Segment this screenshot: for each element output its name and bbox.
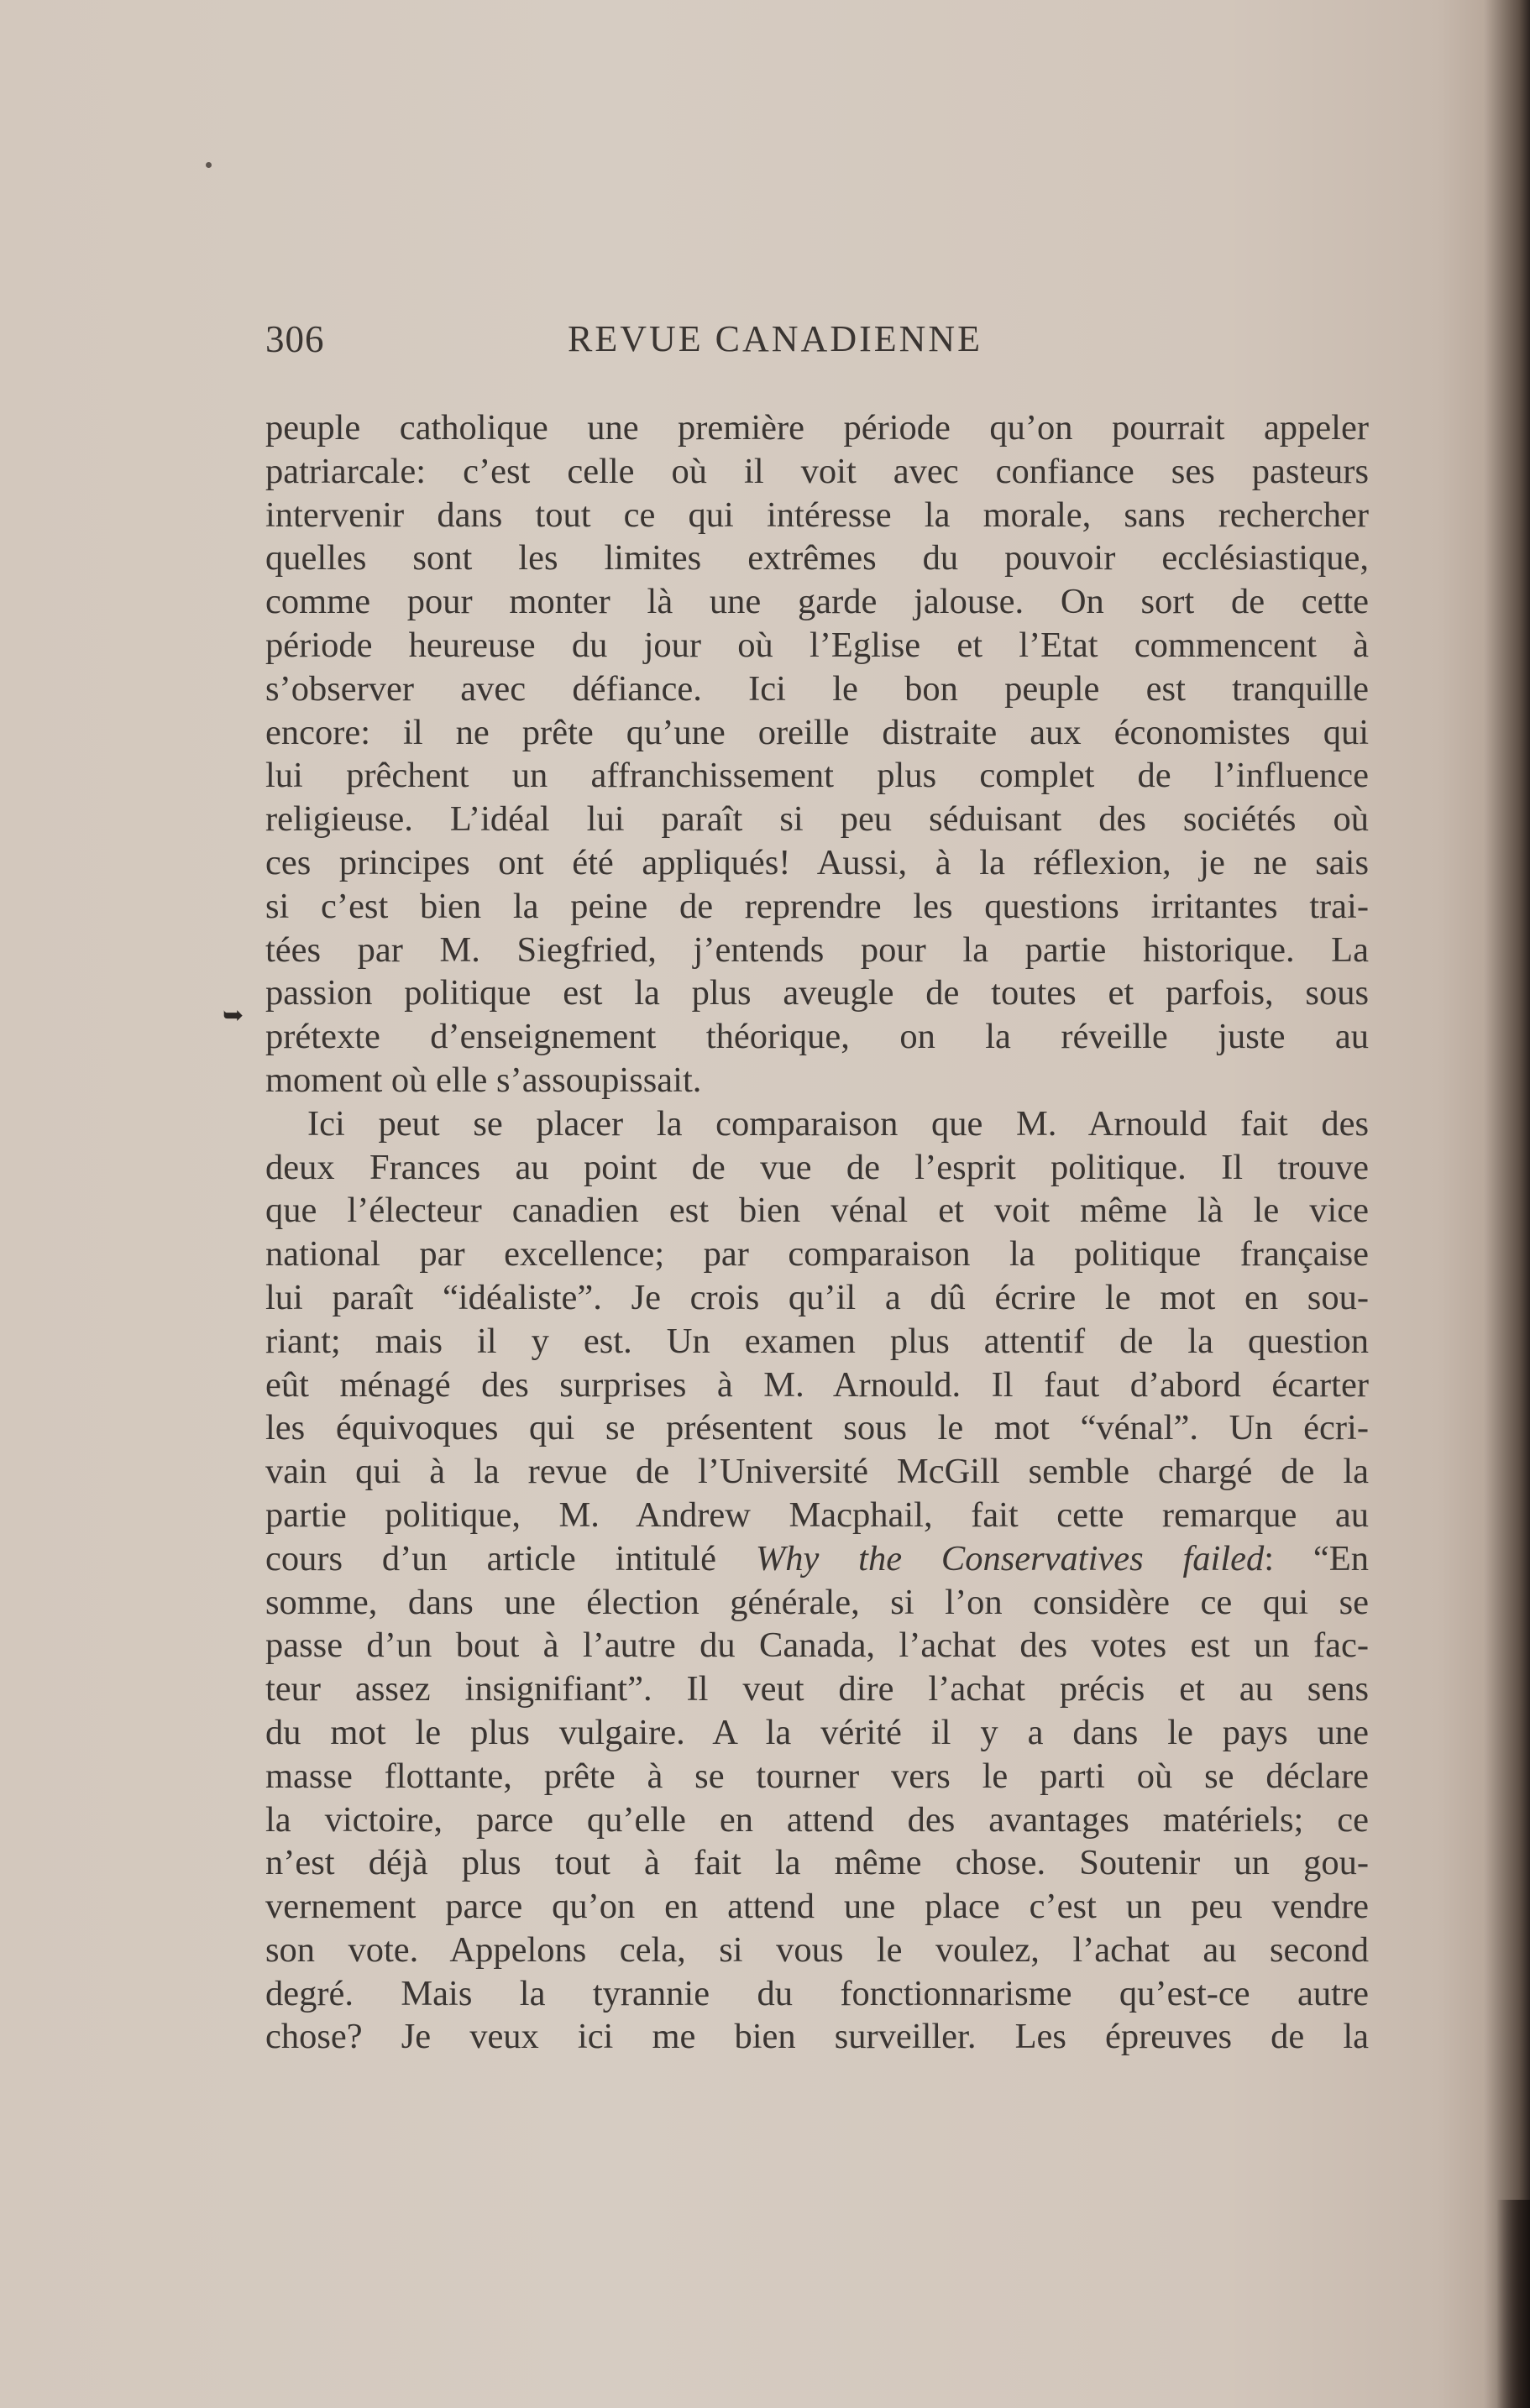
text-line: n’est déjà plus tout à fait la même chose. Soutenir un gou-	[265, 1843, 1369, 1883]
text-fragment: cours d’un article intitulé	[265, 1538, 756, 1578]
text-line: religieuse. L’idéal lui paraît si peu séduisant des sociétés où	[265, 799, 1369, 840]
text-line: vain qui à la revue de l’Université McGill semble chargé de la	[265, 1452, 1369, 1492]
text-line: tées par M. Siegfried, j’entends pour la partie historique. La	[265, 929, 1369, 970]
text-line: partie politique, M. Andrew Macphail, fait cette remarque au	[265, 1495, 1369, 1535]
text-line: riant; mais il y est. Un examen plus attentif de la question	[265, 1321, 1369, 1361]
page-number: 306	[265, 318, 325, 360]
text-line: que l’électeur canadien est bien vénal et voit même là le vice	[265, 1191, 1369, 1231]
running-title: REVUE CANADIENNE	[568, 318, 983, 359]
text-line: peuple catholique une première période qu’on pourrait appeler	[265, 408, 1369, 448]
text-line: vernement parce qu’on en attend une place c’est un peu vendre	[265, 1887, 1369, 1927]
text-line: quelles sont les limites extrêmes du pouvoir ecclésiastique,	[265, 538, 1369, 578]
text-line: degré. Mais la tyrannie du fonctionnarisme qu’est-ce autre	[265, 1973, 1369, 2013]
text-line: passion politique est la plus aveugle de toutes et parfois, sous	[265, 973, 1369, 1013]
text-line: chose? Je veux ici me bien surveiller. Les épreuves de la	[265, 2017, 1369, 2057]
text-line: eût ménagé des surprises à M. Arnould. Il faut d’abord écarter	[265, 1364, 1369, 1405]
text-line: masse flottante, prête à se tourner vers le parti où se déclare	[265, 1756, 1369, 1796]
body-text	[265, 406, 1369, 2059]
text-line: national par excellence; par comparaison la politique française	[265, 1234, 1369, 1275]
paragraph-1	[265, 406, 1369, 1102]
text-line: patriarcale: c’est celle où il voit avec confiance ses pasteurs	[265, 451, 1369, 491]
text-line: deux Frances au point de vue de l’esprit politique. Il trouve	[265, 1147, 1369, 1187]
article-title: Why the Conservatives failed	[755, 1538, 1265, 1578]
page-header	[265, 317, 1369, 368]
ink-speck	[206, 162, 212, 168]
text-line-with-title	[265, 1537, 1369, 1581]
paragraph-2	[265, 1102, 1369, 2060]
text-line: lui prêchent un affranchissement plus complet de l’influence	[265, 756, 1369, 796]
text-line: période heureuse du jour où l’Eglise et l’Etat commencent à	[265, 625, 1369, 665]
text-line: prétexte d’enseignement théorique, on la réveille juste au	[265, 1017, 1369, 1057]
text-line: Ici peut se placer la comparaison que M. Arnould fait des	[307, 1103, 1369, 1144]
text-line: la victoire, parce qu’elle en attend des avantages matériels; ce	[265, 1799, 1369, 1840]
text-fragment: : “En	[1264, 1538, 1369, 1578]
text-line: si c’est bien la peine de reprendre les questions irritantes trai-	[265, 886, 1369, 926]
text-line: s’observer avec défiance. Ici le bon peuple est tranquille	[265, 668, 1369, 709]
text-line: du mot le plus vulgaire. A la vérité il y a dans le pays une	[265, 1712, 1369, 1752]
text-line: teur assez insignifiant”. Il veut dire l’achat précis et au sens	[265, 1669, 1369, 1709]
binding-shadow	[1496, 2200, 1530, 2408]
text-line: son vote. Appelons cela, si vous le voulez, l’achat au second	[265, 1929, 1369, 1970]
text-line: intervenir dans tout ce qui intéresse la morale, sans rechercher	[265, 495, 1369, 535]
text-line: somme, dans une élection générale, si l’on considère ce qui se	[265, 1582, 1369, 1622]
text-line: comme pour monter là une garde jalouse. On sort de cette	[265, 582, 1369, 622]
text-line: encore: il ne prête qu’une oreille distraite aux économistes qui	[265, 712, 1369, 752]
text-line: ces principes ont été appliqués! Aussi, à la réflexion, je ne sais	[265, 842, 1369, 882]
margin-arrow-icon: ➥	[223, 1002, 244, 1029]
text-line: lui paraît “idéaliste”. Je crois qu’il a dû écrire le mot en sou-	[265, 1277, 1369, 1317]
text-line: passe d’un bout à l’autre du Canada, l’achat des votes est un fac-	[265, 1625, 1369, 1666]
text-line: les équivoques qui se présentent sous le mot “vénal”. Un écri-	[265, 1408, 1369, 1448]
text-line: moment où elle s’assoupissait.	[265, 1060, 702, 1100]
